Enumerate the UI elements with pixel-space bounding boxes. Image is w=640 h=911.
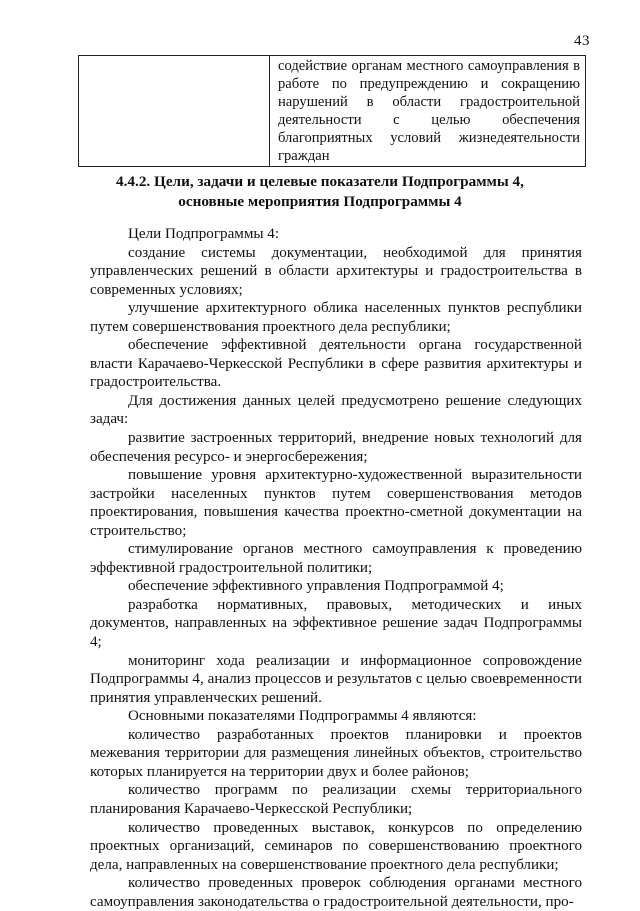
paragraph: количество проведенных выставок, конкурсов по определению проектных организаций, семинаров по совершенствованию проектного дела, направленных на совершенствование проектного дела республики; [90,819,582,873]
paragraph: стимулирование органов местного самоуправления к проведению эффективной градостроительной политики; [90,541,582,576]
paragraph: количество разработанных проектов планировки и проектов межевания территории для размещения линейных объектов, строительство которых планируется на территории двух и более районов; [90,726,582,780]
paragraph-indicators-intro: Основными показателями Подпрограммы 4 являются: [128,708,477,725]
paragraph: обеспечение эффективного управления Подпрограммой 4; [128,578,504,595]
paragraph: мониторинг хода реализации и информационное сопровождение Подпрограммы 4, анализ процессов и результатов с целью своевременности принятия управленческих решений. [90,652,582,706]
section-heading [60,172,580,212]
section-heading-line-1: 4.4.2. Цели, задачи и целевые показатели Подпрограммы 4, [116,173,524,190]
paragraph: повышение уровня архитектурно-художественной выразительности застройки населенных пунктов путем совершенствования методов проектирования, повышения качества проектно-сметной документации на строительство; [90,467,582,539]
table-row [79,56,586,167]
paragraph: развитие застроенных территорий, внедрение новых технологий для обеспечения ресурсо- и энергосбережения; [90,430,582,465]
paragraph: количество проведенных проверок соблюдения органами местного самоуправления законодательства о градостроительной деятельности, про- [90,875,582,910]
paragraph-tasks-intro: Для достижения данных целей предусмотрено решение следующих задач: [90,392,582,428]
section-heading-line-2: основные мероприятия Подпрограммы 4 [178,193,462,210]
page-number: 43 [574,33,590,49]
continuation-table [78,55,586,167]
paragraph: разработка нормативных, правовых, методических и иных документов, направленных на эффективное решение задач Подпрограммы 4; [90,596,582,651]
table-cell-text: содействие органам местного самоуправления в работе по предупреждению и сокращению нарушений в области градостроительной деятельности с целью обеспечения благоприятных условий жизнедеятельности граждан [270,56,586,167]
paragraph-goals-intro: Цели Подпрограммы 4: [128,226,280,242]
body-text [90,225,582,911]
paragraph: улучшение архитектурного облика населенных пунктов республики путем совершенствования проектного дела республики; [90,300,582,335]
paragraph: количество программ по реализации схемы территориального планирования Карачаево-Черкесской Республики; [90,782,582,817]
table-cell-empty [79,56,270,167]
paragraph: обеспечение эффективной деятельности органа государственной власти Карачаево-Черкесской Республики в сфере развития архитектуры и градостроительства. [90,337,582,391]
paragraph: создание системы документации, необходимой для принятия управленческих решений в области архитектуры и градостроительства в современных условиях; [90,244,582,298]
